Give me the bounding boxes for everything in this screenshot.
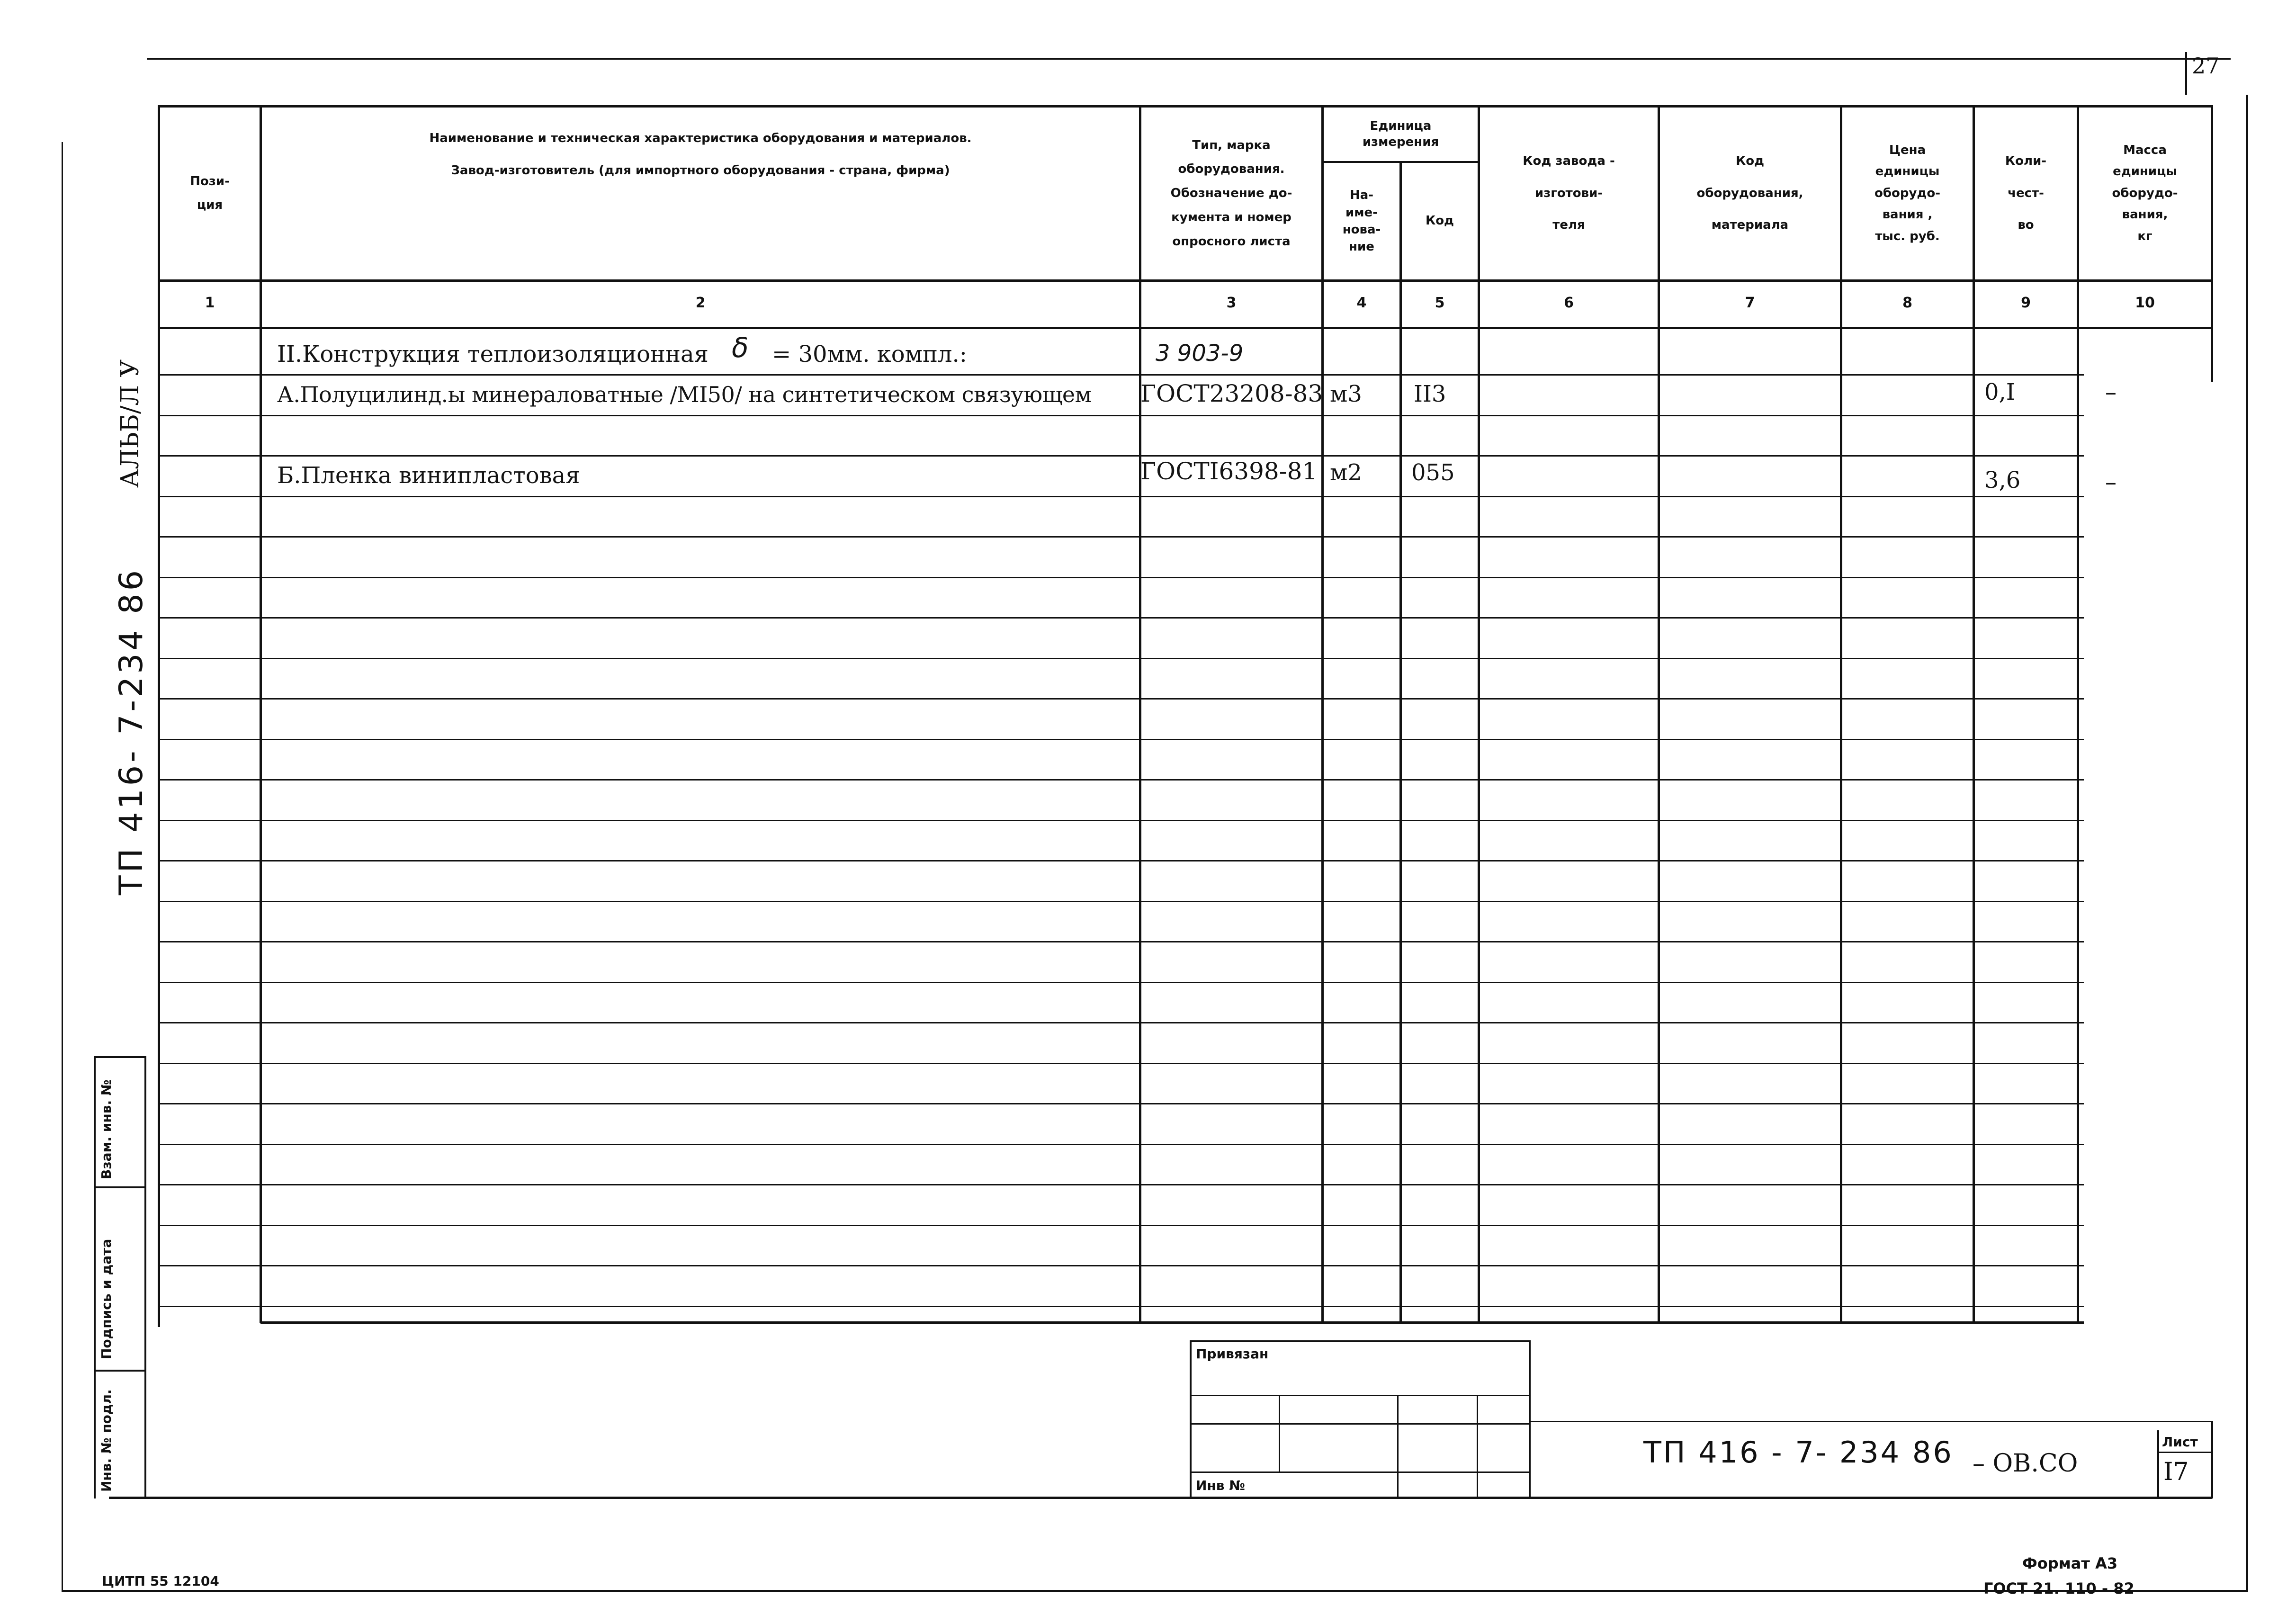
row-rule [158, 617, 2084, 619]
header-col-8: Цена единицы оборудо- вания , тыс. руб. [1874, 143, 1941, 243]
row-rule [158, 739, 2084, 740]
stamp-sep-1 [94, 1186, 146, 1188]
row-rule [158, 415, 2084, 416]
stamp-sep-2 [94, 1370, 146, 1372]
row-rule [158, 779, 2084, 781]
colnum-9: 9 [2021, 295, 2031, 311]
row-rule [158, 496, 2084, 497]
row-rule [158, 698, 2084, 700]
sheet-corner-number: 27 [2192, 53, 2220, 79]
colnum-3: 3 [1226, 295, 1237, 311]
row-2-qty: 0,I [1984, 379, 2015, 405]
col-sep-2 [1139, 105, 1141, 1323]
colnum-8: 8 [1902, 295, 1912, 311]
row-2-code: II3 [1414, 381, 1446, 407]
row-rule [158, 1022, 2084, 1023]
row-rule [158, 860, 2084, 861]
form-right-lower [2211, 1421, 2213, 1498]
row-rule [158, 941, 2084, 942]
colnum-5: 5 [1435, 295, 1445, 311]
colnum-7: 7 [1745, 295, 1755, 311]
row-rule [158, 1225, 2084, 1226]
header-col-5: Код [1425, 214, 1454, 228]
row-2-unit: м3 [1330, 381, 1362, 407]
header-col-9: Коли- чест- во [2005, 154, 2047, 233]
header-col-7: Код оборудования, материала [1696, 154, 1803, 233]
numbers-bottom [158, 327, 2213, 329]
sheet-number: I7 [2163, 1458, 2189, 1486]
row-rule [158, 982, 2084, 983]
row-3-type: ГОСТI6398-81 [1140, 458, 1318, 485]
binding-col-1 [1279, 1395, 1280, 1473]
binding-left [1190, 1340, 1192, 1498]
row-rule [158, 901, 2084, 902]
row-rule [158, 1184, 2084, 1185]
stamp-left-edge [94, 1056, 96, 1498]
col-sep-6 [1658, 105, 1660, 1323]
row-rule [158, 1144, 2084, 1145]
col-sep-3 [1321, 105, 1324, 1323]
col-sep-5 [1478, 105, 1480, 1323]
colnum-2: 2 [695, 295, 706, 311]
table-right [2211, 105, 2213, 382]
header-col-3: Тип, марка оборудования. Обозначение до- кумента и номер опросного листа [1170, 138, 1292, 249]
stamp-right-edge [144, 1056, 146, 1498]
header-col-4: На- име- нова- ние [1342, 188, 1381, 254]
col-sep-7 [1840, 105, 1842, 1323]
gost-label: ГОСТ 21. 110 - 82 [1983, 1579, 2135, 1597]
header-col-10: Масса единицы оборудо- вания, кг [2112, 143, 2178, 243]
colnum-10: 10 [2135, 295, 2155, 311]
stamp-replaced-inv: Взам. инв. № [99, 1079, 114, 1179]
form-bottom [109, 1497, 2212, 1499]
row-3-mass: – [2105, 469, 2117, 495]
binding-row-2 [1190, 1423, 1531, 1425]
row-3-code: 055 [1411, 459, 1455, 486]
sheet-cell-mid [2157, 1452, 2212, 1453]
binding-row-3 [1190, 1471, 1531, 1473]
row-1-type: 3 903-9 [1156, 340, 1244, 367]
row-2-name: А.Полуцилинд.ы минераловатные /МI50/ на синтетическом связующем [277, 382, 1092, 407]
top-right-tick [2185, 52, 2187, 95]
row-rule [158, 658, 2084, 659]
row-2-type: ГОСТ23208-83 [1140, 380, 1323, 407]
row-rule [158, 1063, 2084, 1064]
table-body-bottom [260, 1321, 2084, 1324]
row-3-unit: м2 [1330, 459, 1362, 486]
header-col-2: Наименование и техническая характеристика оборудования и материалов. Завод-изготовитель (для импортного оборудования - страна, фирма) [429, 131, 972, 178]
colnum-1: 1 [205, 295, 215, 311]
row-rule [158, 1306, 2084, 1307]
col-sep-4 [1399, 161, 1402, 1323]
col-sep-1 [260, 105, 262, 1323]
document-code: ТП 416 - 7- 234 86 [1643, 1435, 1954, 1470]
binding-col-2 [1397, 1395, 1399, 1498]
binding-label: Привязан [1196, 1346, 1269, 1362]
row-rule [158, 820, 2084, 821]
row-rule [158, 455, 2084, 457]
col-sep-8 [1973, 105, 1975, 1323]
format-label: Формат А3 [2022, 1554, 2118, 1572]
inv-label: Инв № [1196, 1478, 1245, 1493]
row-rule [158, 1265, 2084, 1266]
row-2-mass: – [2105, 379, 2117, 405]
row-1-delta: δ [732, 332, 749, 364]
side-document-code: ТП 416- 7-234 86 [113, 567, 150, 895]
colnum-6: 6 [1564, 295, 1574, 311]
header-col-6: Код завода - изготови- теля [1523, 154, 1615, 233]
row-rule [158, 536, 2084, 538]
sheet-cell-left [2157, 1430, 2159, 1498]
row-rule [158, 1103, 2084, 1104]
right-frame [2246, 95, 2248, 1591]
binding-right [1529, 1340, 1531, 1498]
stamp-signature-date: Подпись и дата [99, 1238, 114, 1359]
bottom-frame [62, 1590, 2248, 1592]
row-3-name: Б.Пленка винипластовая [277, 462, 580, 489]
row-1-name-suffix: = 30мм. компл.: [772, 341, 967, 368]
binding-row-1 [1190, 1395, 1531, 1396]
side-album-label: АЛЬБ/Л У [116, 359, 144, 488]
stamp-top-edge [94, 1056, 146, 1058]
row-1-name: II.Конструкция теплоизоляционная [277, 341, 709, 368]
binding-top [1190, 1340, 1531, 1342]
row-rule [158, 577, 2084, 578]
header-col-1: Пози- ция [190, 174, 230, 212]
col-sep-9 [2077, 105, 2079, 1323]
title-block-top [1530, 1421, 2212, 1422]
header-bottom [158, 279, 2213, 282]
top-rule [147, 58, 2231, 60]
document-suffix: – ОВ.СО [1973, 1449, 2078, 1478]
colnum-4: 4 [1356, 295, 1367, 311]
row-rule [158, 374, 2084, 376]
binding-col-3 [1477, 1395, 1478, 1498]
sheet-label: Лист [2162, 1434, 2198, 1450]
left-frame [62, 142, 63, 1591]
row-3-qty: 3,6 [1984, 467, 2021, 493]
header-units-group: Единица измерения [1362, 118, 1439, 149]
footer-print-code: ЦИТП 55 12104 [102, 1573, 219, 1589]
stamp-inv-original: Инв. № подл. [99, 1389, 114, 1492]
